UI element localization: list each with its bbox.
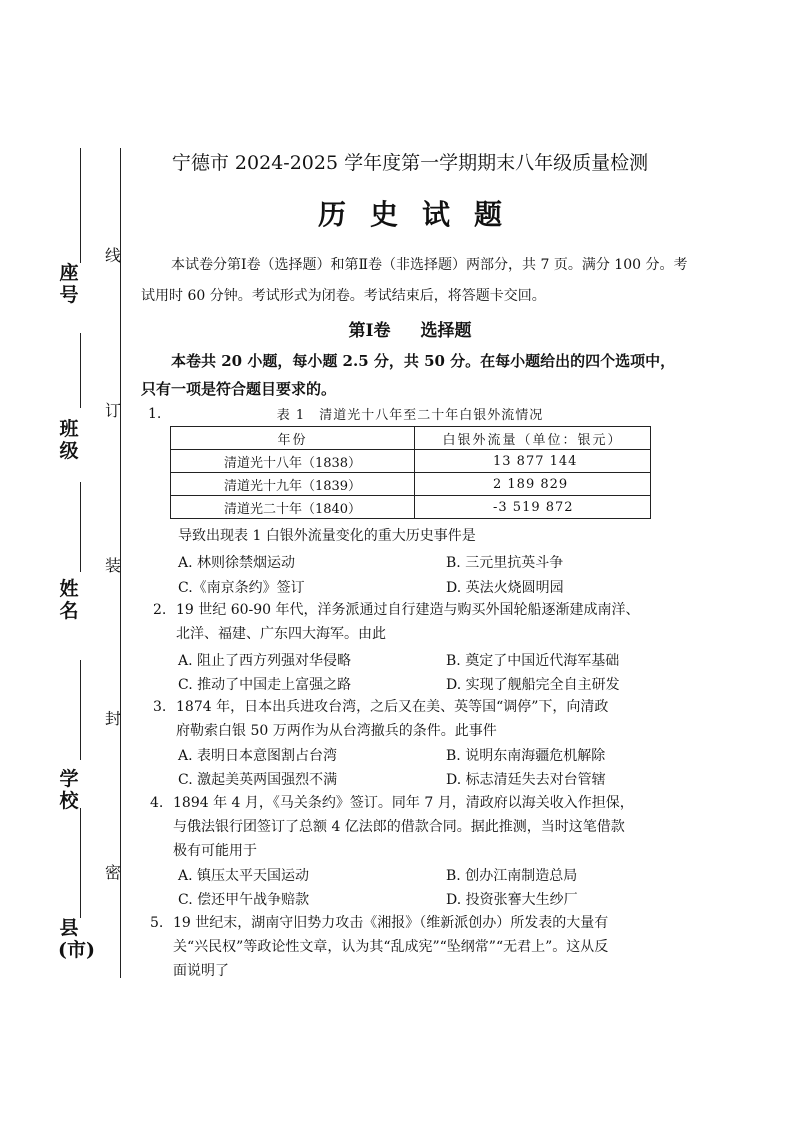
question-5-number: 5. <box>150 915 164 931</box>
question-4-option-a: A. 镇压太平天国运动 <box>178 868 310 884</box>
exam-instructions: 本试卷分第Ⅰ卷（选择题）和第Ⅱ卷（非选择题）两部分，共 7 页。满分 100 分。考试用时 60 分钟。考试形式为闭卷。考试结束后，将答题卡交回。 <box>141 257 688 304</box>
table-header-row <box>171 427 651 450</box>
table-cell-year: 清道光十八年（1838） <box>171 450 415 473</box>
section-type: 选择题 <box>420 321 472 341</box>
section-name: 第Ⅰ卷 <box>348 321 391 341</box>
question-3-option-d: D. 标志清廷失去对台管辖 <box>446 772 606 788</box>
name-write-line[interactable] <box>80 482 81 572</box>
class-label: 班级 <box>59 418 79 462</box>
question-3-stem-line: 府勒索白银 50 万两作为从台湾撤兵的条件。此事件 <box>176 723 497 739</box>
seal-char-line: 线 <box>104 246 121 265</box>
question-4-option-b: B. 创办江南制造总局 <box>446 868 578 884</box>
question-2-stem-line: 19 世纪 60-90 年代，洋务派通过自行建造与购买外国轮船逐渐建成南洋、 <box>176 602 640 618</box>
question-2-option-c: C. 推动了中国走上富强之路 <box>178 677 352 693</box>
seat-number-label: 座号 <box>59 262 79 306</box>
question-1-number: 1. <box>148 406 162 422</box>
table-cell-value: 2 189 829 <box>415 473 651 496</box>
table-row <box>171 496 651 519</box>
name-label: 姓名 <box>59 578 79 622</box>
question-2-number: 2. <box>153 602 167 618</box>
county-label: 县(市) <box>58 917 95 961</box>
question-3-number: 3. <box>153 699 167 715</box>
table-caption: 表 1 清道光十八年至二十年白银外流情况 <box>276 408 544 423</box>
table-cell-value: 13 877 144 <box>415 450 651 473</box>
question-4-stem-line: 与俄法银行团签订了总额 4 亿法郎的借款合同。据此推测，当时这笔借款 <box>173 819 625 835</box>
question-1-option-a: A. 林则徐禁烟运动 <box>178 555 296 571</box>
table-row <box>171 473 651 496</box>
seal-char-pack: 装 <box>104 556 121 575</box>
question-2-option-a: A. 阻止了西方列强对华侵略 <box>178 653 352 669</box>
question-1-stem: 导致出现表 1 白银外流量变化的重大历史事件是 <box>178 528 476 544</box>
table-cell-year: 清道光十九年（1839） <box>171 473 415 496</box>
question-2-option-b: B. 奠定了中国近代海军基础 <box>446 653 620 669</box>
exam-title: 宁德市 2024-2025 学年度第一学期期末八年级质量检测 <box>171 152 649 174</box>
table-header-cell: 年份 <box>171 427 415 450</box>
seat-number-write-line[interactable] <box>80 148 81 263</box>
question-4-stem-line: 1894 年 4 月，《马关条约》签订。同年 7 月，清政府以海关收入作担保， <box>173 795 634 811</box>
seal-char-seal: 封 <box>104 709 121 728</box>
question-5-stem-line: 面说明了 <box>173 963 229 979</box>
question-1-option-b: B. 三元里抗英斗争 <box>446 555 564 571</box>
question-4-option-c: C. 偿还甲午战争赔款 <box>178 892 310 908</box>
section-description: 本卷共 20 小题，每小题 2.5 分，共 50 分。在每小题给出的四个选项中，只有一项是符合题目要求的。 <box>141 352 676 398</box>
county-write-line[interactable] <box>80 808 81 918</box>
section-heading <box>140 316 680 341</box>
question-2-stem-line: 北洋、福建、广东四大海军。由此 <box>176 626 386 642</box>
seal-char-secret: 密 <box>104 863 121 882</box>
question-5-stem-line: 19 世纪末，湖南守旧势力攻击《湘报》（维新派创办）所发表的大量有 <box>173 915 609 931</box>
table-cell-year: 清道光二十年（1840） <box>171 496 415 519</box>
question-3-stem-line: 1874 年，日本出兵进攻台湾，之后又在美、英等国“调停”下，向清政 <box>176 699 609 715</box>
question-2-option-d: D. 实现了舰船完全自主研发 <box>446 677 620 693</box>
school-write-line[interactable] <box>80 660 81 760</box>
question-3-option-b: B. 说明东南海疆危机解除 <box>446 748 606 764</box>
subject-title: 历史试题 <box>317 198 526 231</box>
question-1-option-d: D. 英法火烧圆明园 <box>446 580 564 596</box>
question-1-option-c: C.《南京条约》签订 <box>178 580 305 596</box>
table-cell-value: -3 519 872 <box>415 496 651 519</box>
seal-char-bind: 订 <box>104 401 121 420</box>
question-5-stem-line: 关“兴民权”等政论性文章，认为其“乱成宪”“坠纲常”“无君上”。这从反 <box>173 939 609 955</box>
school-label: 学校 <box>59 768 79 812</box>
silver-outflow-table <box>170 426 651 519</box>
question-4-stem-line: 极有可能用于 <box>173 843 257 859</box>
table-header-cell: 白银外流量（单位：银元） <box>415 427 651 450</box>
class-write-line[interactable] <box>80 333 81 408</box>
question-4-number: 4. <box>150 795 164 811</box>
table-row <box>171 450 651 473</box>
question-4-option-d: D. 投资张謇大生纱厂 <box>446 892 578 908</box>
question-3-option-a: A. 表明日本意图割占台湾 <box>178 748 338 764</box>
question-3-option-c: C. 激起美英两国强烈不满 <box>178 772 338 788</box>
